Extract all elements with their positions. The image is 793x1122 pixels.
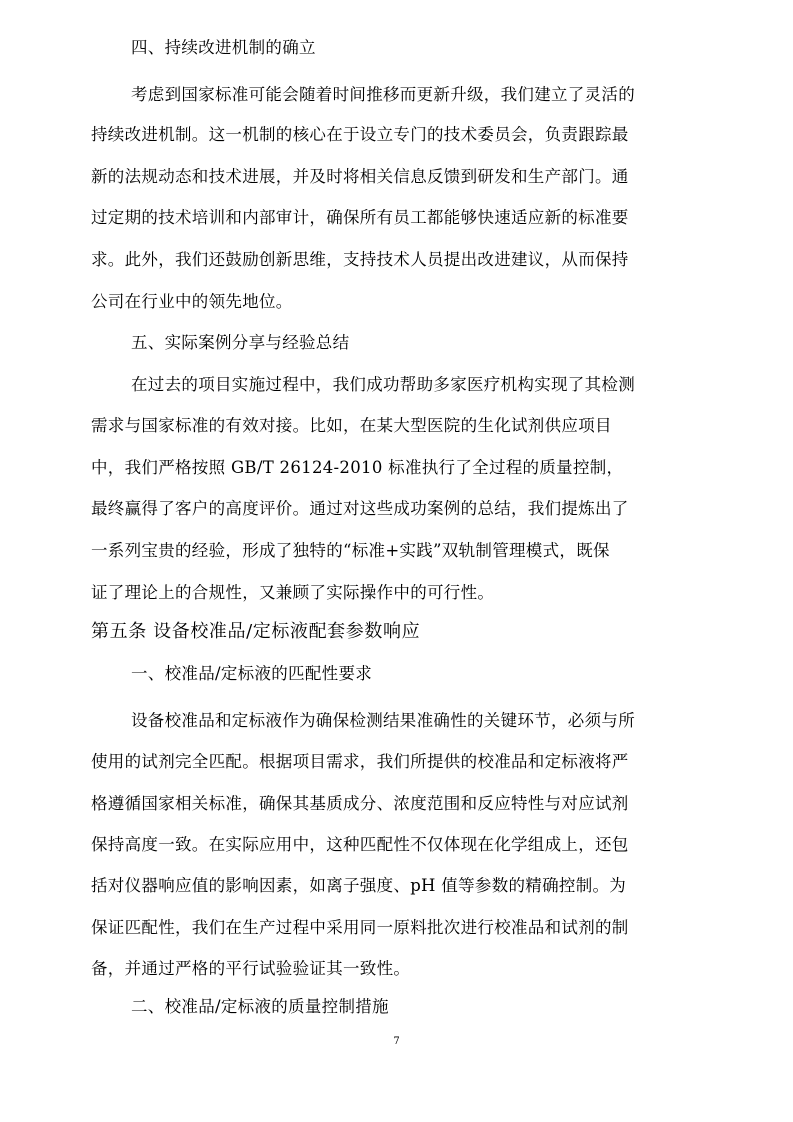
paragraph-line: 括对仪器响应值的影响因素，如离子强度、pH 值等参数的精确控制。为 (91, 876, 627, 895)
page-number: 7 (393, 1036, 400, 1047)
sub-heading-2: 二、校准品/定标液的质量控制措施 (131, 997, 389, 1016)
paragraph-line: 考虑到国家标准可能会随着时间推移而更新升级，我们建立了灵活的 (131, 85, 635, 104)
paragraph-line: 备，并通过严格的平行试验验证其一致性。 (91, 959, 411, 978)
paragraph-line: 求。此外，我们还鼓励创新思维，支持技术人员提出改进建议，从而保持 (91, 250, 629, 269)
paragraph-line: 一系列宝贵的经验，形成了独特的“标准+实践”双轨制管理模式，既保 (91, 541, 610, 560)
paragraph-line: 保证匹配性，我们在生产过程中采用同一原料批次进行校准品和试剂的制 (91, 918, 629, 937)
paragraph-line: 在过去的项目实施过程中，我们成功帮助多家医疗机构实现了其检测 (131, 375, 635, 394)
paragraph-line: 过定期的技术培训和内部审计，确保所有员工都能够快速适应新的标准要 (91, 208, 629, 227)
paragraph-line: 需求与国家标准的有效对接。比如，在某大型医院的生化试剂供应项目 (91, 416, 612, 435)
section-heading-5: 五、实际案例分享与经验总结 (131, 333, 350, 352)
paragraph-line: 最终赢得了客户的高度评价。通过对这些成功案例的总结，我们提炼出了 (91, 499, 629, 518)
paragraph-line: 新的法规动态和技术进展，并及时将相关信息反馈到研发和生产部门。通 (91, 167, 629, 186)
paragraph-line: 设备校准品和定标液作为确保检测结果准确性的关键环节，必须与所 (131, 711, 635, 730)
paragraph-line: 保持高度一致。在实际应用中，这种匹配性不仅体现在化学组成上，还包 (91, 835, 629, 854)
paragraph-line: 公司在行业中的领先地位。 (91, 292, 293, 311)
paragraph-line: 格遵循国家相关标准，确保其基质成分、浓度范围和反应特性与对应试剂 (91, 794, 629, 813)
sub-heading-1: 一、校准品/定标液的匹配性要求 (131, 664, 373, 683)
paragraph-line: 使用的试剂完全匹配。根据项目需求，我们所提供的校准品和定标液将严 (91, 752, 629, 771)
section-heading-4: 四、持续改进机制的确立 (131, 38, 316, 57)
paragraph-line: 中，我们严格按照 GB/T 26124-2010 标准执行了全过程的质量控制， (91, 458, 624, 477)
paragraph-line: 证了理论上的合规性，又兼顾了实际操作中的可行性。 (91, 583, 495, 602)
paragraph-line: 持续改进机制。这一机制的核心在于设立专门的技术委员会，负责跟踪最 (91, 125, 629, 144)
article-heading: 第五条 设备校准品/定标液配套参数响应 (91, 621, 421, 642)
